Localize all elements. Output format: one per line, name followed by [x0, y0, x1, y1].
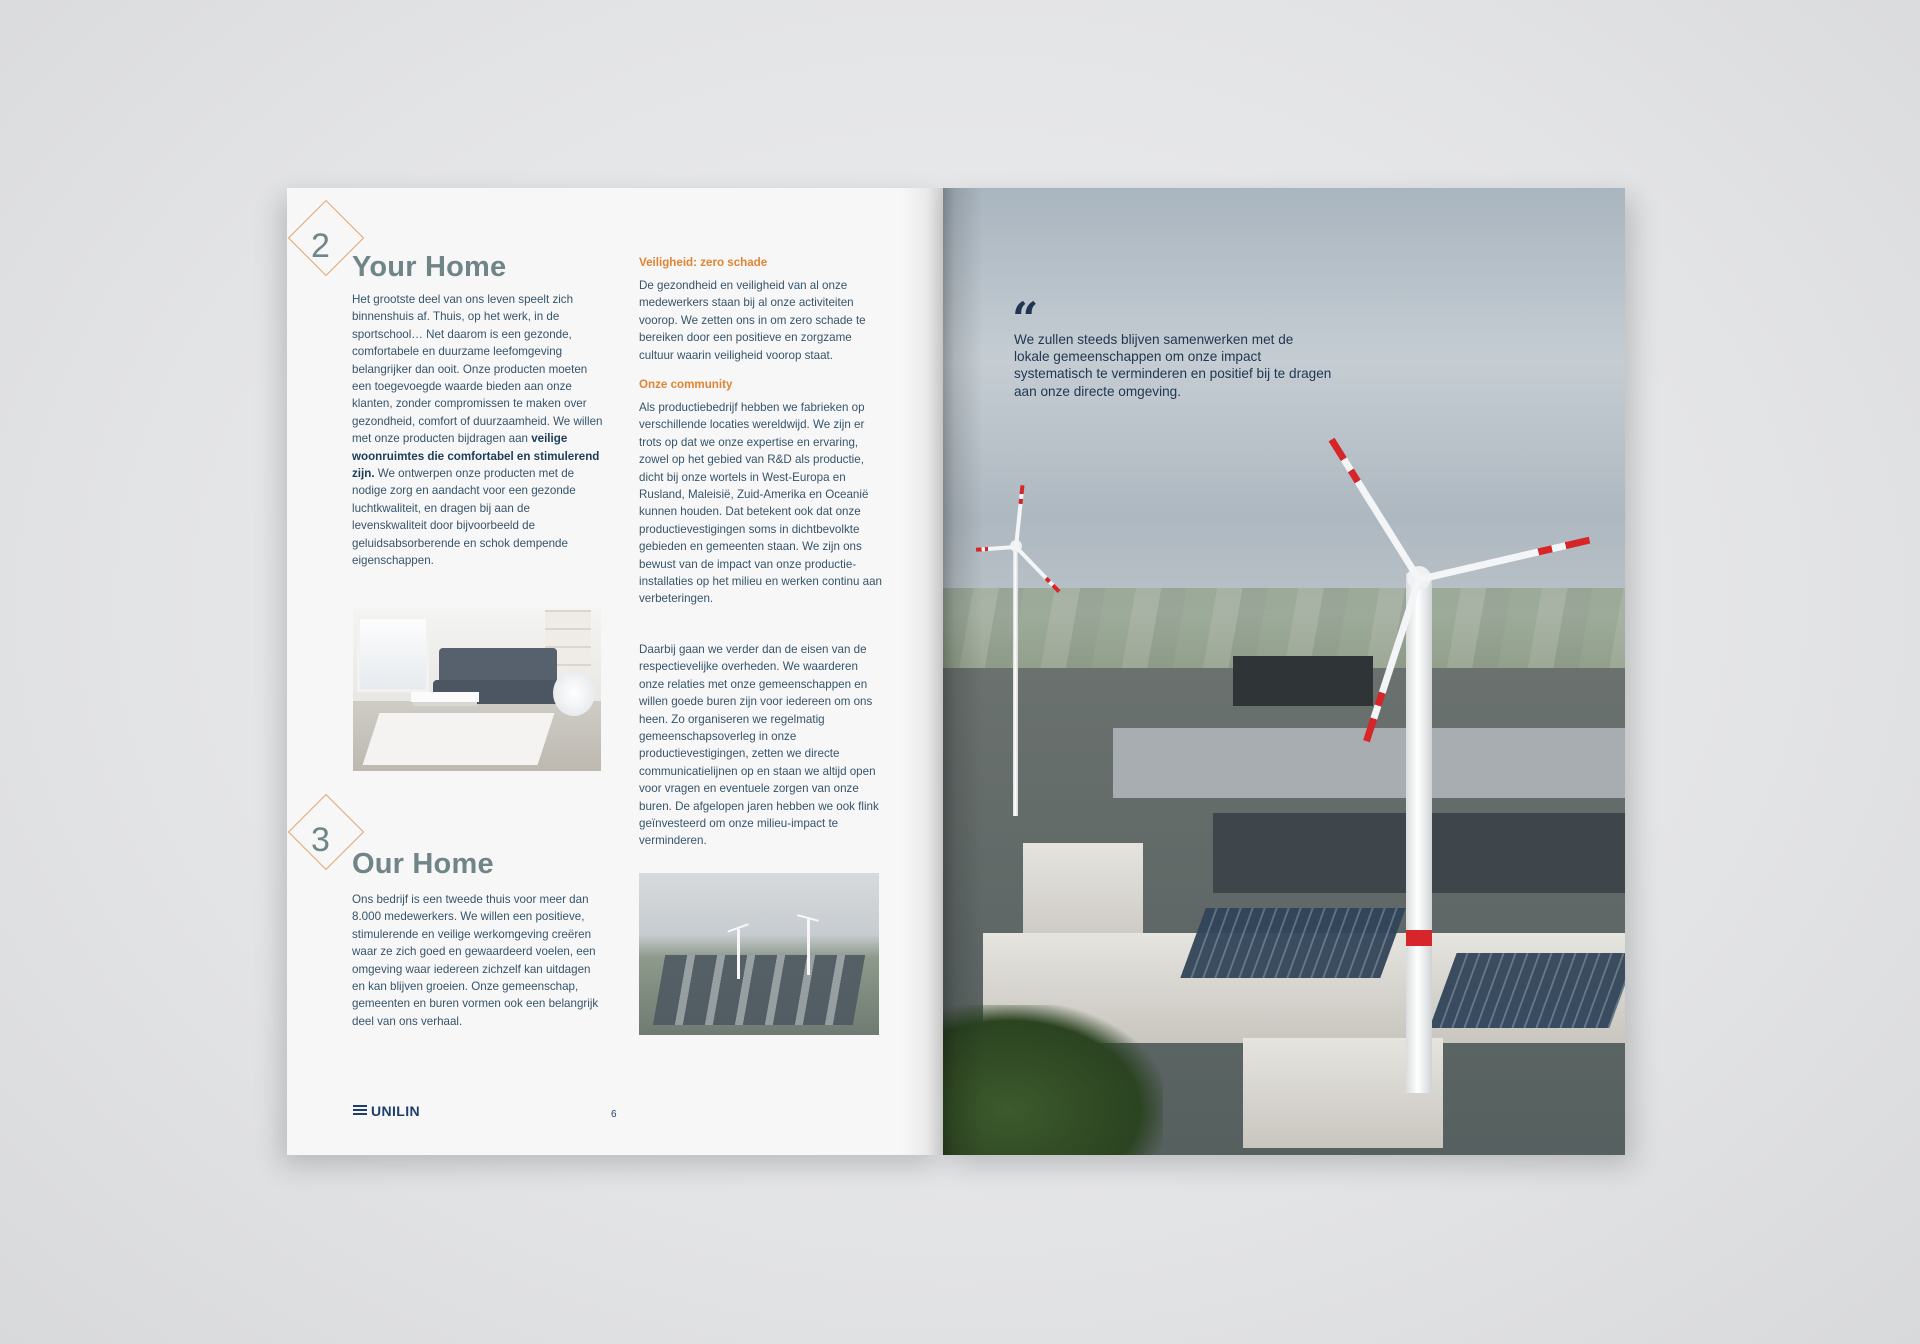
photo-flowers — [553, 670, 595, 716]
logo-wordmark: UNILIN — [371, 1103, 421, 1119]
section-title-our-home: Our Home — [352, 848, 494, 880]
photo-rug — [363, 713, 555, 765]
your-home-paragraph — [352, 291, 604, 570]
page-number: 6 — [611, 1109, 617, 1120]
photo-coffee-table — [411, 692, 479, 702]
your-home-text-b: We ontwerpen onze producten met de nodige zorg en aandacht voor een gezonde luchtkwaliteit, en dragen bij aan de levenskwaliteit door bijvoorbeeld de geluidsabsorberende en schok dempende eigenschappen. — [352, 467, 576, 568]
section-number: 3 — [311, 821, 330, 859]
your-home-text-bold: veilige woonruimtes die comfortabel en stimulerend zijn. — [352, 432, 600, 481]
living-room-photo — [353, 608, 601, 771]
unilin-logo — [353, 1103, 420, 1119]
our-home-paragraph: Ons bedrijf is een tweede thuis voor meer dan 8.000 medewerkers. We willen een positieve, stimulerende en veilige werkomgeving creëren waar ze zich goed en gewaardeerd voelen, een omgeving waar iedereen zichzelf kan uitdagen en kan blijven groeien. Onze gemeenschap, gemeenten en buren vormen ook een belangrijk deel van ons verhaal. — [352, 893, 599, 1028]
photo-turbine-tower — [807, 919, 810, 975]
pull-quote: We zullen steeds blijven samenwerken met de lokale gemeenschappen om onze impact systematisch te verminderen en positief bij te dragen aan onze directe omgeving. — [1014, 332, 1332, 399]
veiligheid-paragraph: De gezondheid en veiligheid van al onze medewerkers staan bij al onze activiteiten voorop. We zetten ons in om zero schade te bereiken door een positieve en zorgzame cultuur waarin veiligheid voorop staat. — [639, 279, 866, 362]
community-paragraph-1: Als productiebedrijf hebben we fabrieken op verschillende locaties wereldwijd. We zijn er trots op dat we onze expertise en ervaring, zowel op het gebied van R&D als productie, dicht bij onze wortels in West-Europa en Rusland, Maleisië, Zuid-Amerika en Oceanië kunnen houden. Dat betekent ook dat onze productievestigingen soms in dichtbevolkte gebieden en gemeenten staan. We zijn ons bewust van de impact van onze productie-installaties op het milieu en werken continu aan verbeteringen. — [639, 401, 882, 606]
photo-wind-turbine-large-tower — [1406, 573, 1432, 1093]
photo-solar-panels — [1429, 953, 1625, 1028]
photo-solar-panels — [1180, 908, 1405, 978]
quote-mark-icon: “ — [1012, 292, 1039, 346]
factory-thumbnail-photo — [639, 873, 879, 1035]
unilin-stripes-icon — [353, 1105, 367, 1117]
heading-onze-community: Onze community — [639, 378, 733, 391]
community-paragraph-2: Daarbij gaan we verder dan de eisen van de respectievelijke overheden. We waarderen onze relaties met onze gemeenschappen en willen goede buren zijn voor iedereen om ons heen. Zo organiseren we regelmatig gemeenschapsoverleg in onze productievestigingen, zetten we directe communicatielijnen op en staan we altijd open voor vragen en eventuele zorgen van onze buren. De afgelopen jaren hebben we ook flink geïnvesteerd om onze milieu-impact te verminderen. — [639, 643, 879, 848]
heading-veiligheid: Veiligheid: zero schade — [639, 256, 768, 269]
your-home-text-a: Het grootste deel van ons leven speelt zich binnenshuis af. Thuis, op het werk, in de sportschool… Net daarom is een gezonde, comfortabele en duurzame leefomgeving belangrijker dan ooit. Onze producten moeten een toegevoegde waarde bieden aan onze klanten, zonder compromissen te maken over gezondheid, comfort of duurzaamheid. We willen met onze producten bijdragen aan — [352, 293, 603, 446]
photo-wind-turbine-small-tower — [1013, 546, 1018, 816]
photo-window — [357, 616, 429, 692]
photo-trees — [943, 1005, 1163, 1155]
photo-turbine-tower — [737, 929, 740, 979]
photo-dark-building — [1233, 656, 1373, 706]
section-number: 2 — [311, 227, 330, 265]
photo-turbine-red-band — [1406, 930, 1432, 946]
section-title-your-home: Your Home — [352, 251, 507, 283]
photo-factory-roofs — [653, 955, 865, 1025]
